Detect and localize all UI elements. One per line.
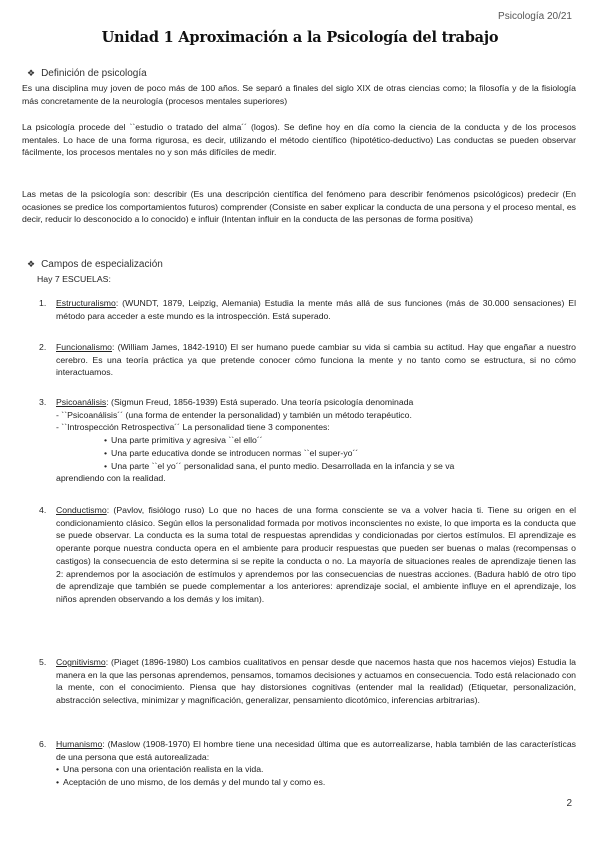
section-heading-campos (27, 259, 163, 270)
school-name: Estructuralismo (56, 298, 116, 308)
bullet-item: • Una parte ``el yo´´ personalidad sana, el punto medio. Desarrollada en la infancia y se va (56, 460, 576, 473)
school-description: : (Pavlov, fisiólogo ruso) Lo que no haces de una forma consciente se va a volver hacia ti. Tiene su origen en el condicionamiento clásico. Según ellos la personalidad formada por motivos inconscientes no existe, lo que importa es la conducta que se puede observar. La conducta es la suma total de respuestas aprendidas y condicionadas por ciertos estímulos. El aprendizaje es operante porque nuestra conducta opera en el ambiente para producir respuestas que pueden ser buenas o malas (recompensas o castigos) la consecuencia de esto determina si se repite la conducta o no. La mayoría de situaciones reales de aprendizaje tienen las 2: aprendemos por la asociación de estímulos y aprendemos por las consecuencias de nuestras acciones. (Badura habló de otro tipo de aprendizaje que también se puede complementar a los anteriores: aprendizaje social, el ambiente influye en el aprendizaje, los niños aprenden observando a los demás y los imitan). (56, 505, 576, 604)
bullet-item: • Una parte educativa donde se introducen normas ``el super-yo´´ (56, 447, 576, 460)
schools-intro: Hay 7 ESCUELAS: (37, 274, 111, 284)
list-number: 3. (39, 397, 47, 407)
school-name: Psicoanálisis (56, 397, 107, 407)
sub-line: - ``Introspección Retrospectiva´´ La personalidad tiene 3 componentes: (56, 422, 330, 433)
bullet-item: • Una parte primitiva y agresiva ``el ello´´ (56, 434, 576, 447)
list-item (39, 738, 576, 789)
list-number: 5. (39, 657, 47, 667)
list-number: 6. (39, 739, 47, 749)
section-heading-label: Definición de psicología (41, 68, 147, 79)
school-description: : (Piaget (1896-1980) Los cambios cualitativos en pensar desde que nacemos hasta que nos hacemos viejos) Estudia la manera en la que las personas aprendemos, pensamos, tomamos decisiones y actuamos en consecuencia. Todo está relacionado con la mente, con el conocimiento. Piensa que hay distorsiones cognitivas (entender mal la realidad) (Etiquetar, personalización, abstracción selectiva, minimizar y magnificación, generalizar, pensamiento dicotómico, inferencias arbitrarias). (56, 657, 576, 706)
course-label: Psicología 20/21 (498, 11, 572, 22)
list-item (39, 656, 576, 707)
list-item (39, 504, 576, 606)
bullet-item: • Una persona con una orientación realista en la vida. (56, 763, 576, 776)
paragraph: Es una disciplina muy joven de poco más de 100 años. Se separó a finales del siglo XIX de otras ciencias como; la filosofía y de la fisiología más concretamente de la neurología (procesos mentales superiores) (22, 83, 576, 106)
bullet-item: • Aceptación de uno mismo, de los demás y del mundo tal y como es. (56, 776, 576, 789)
list-number: 2. (39, 342, 47, 352)
school-name: Funcionalismo (56, 342, 113, 352)
paragraph: Las metas de la psicología son: describir (Es una descripción científica del fenómeno para describir fenómenos psicológicos) predecir (En ocasiones se predice los comportamientos futuros) comprender (Consiste en saber explicar la conducta de una persona y el proceso mental, es decir, reducir lo desconocido a lo conocido) e influir (Intentan influir en la conducta de las personas de forma positiva) (22, 189, 576, 225)
list-item (39, 396, 576, 485)
list-item (39, 341, 576, 379)
list-number: 1. (39, 298, 47, 308)
school-description: : (WUNDT, 1879, Leipzig, Alemania) Estudia la mente más allá de sus funciones (más de 30.000 sensaciones) El método para acceder a este mundo es la introspección. Está superado. (56, 298, 576, 321)
diamond-bullet-icon: ❖ (27, 259, 36, 269)
paragraph: La psicología procede del ``estudio o tratado del alma´´ (logos). Se define hoy en día como la ciencia de la conducta y de los procesos mentales. Lo hace de una forma rigurosa, es decir, utilizando el método científico (hipotético-deductivo) Las conductas se pueden observar fácilmente, los procesos mentales no y son más difíciles de medir. (22, 122, 576, 158)
school-description: : (Sigmun Freud, 1856-1939) Está superado. Una teoría psicología denominada (106, 397, 414, 407)
diamond-bullet-icon: ❖ (27, 68, 36, 78)
school-name: Cognitivismo (56, 657, 106, 667)
school-name: Conductismo (56, 505, 107, 515)
school-name: Humanismo (56, 739, 103, 749)
school-description: : (Maslow (1908-1970) El hombre tiene una necesidad última que es autorrealizarse, habla también de las características de una persona que está autorealizada: (56, 739, 576, 762)
list-item (39, 297, 576, 322)
page-title: Unidad 1 Aproximación a la Psicología del trabajo (101, 29, 499, 46)
section-heading-label: Campos de especialización (41, 259, 163, 270)
page-number: 2 (566, 798, 572, 809)
school-description: : (William James, 1842-1910) El ser humano puede cambiar su vida si cambia su actitud. Hay que engañar a nuestro cerebro. Es una teoría práctica ya que pretende conocer cómo funciona la mente y no tanto como se estructura, si no cómo interactuamos. (56, 342, 576, 378)
section-heading-definicion (27, 68, 147, 79)
bullet-continuation: aprendiendo con la realidad. (56, 473, 166, 484)
sub-line: - ``Psicoanálisis´´ (una forma de entender la personalidad) y también un método terapéutico. (56, 409, 412, 420)
list-number: 4. (39, 505, 47, 515)
